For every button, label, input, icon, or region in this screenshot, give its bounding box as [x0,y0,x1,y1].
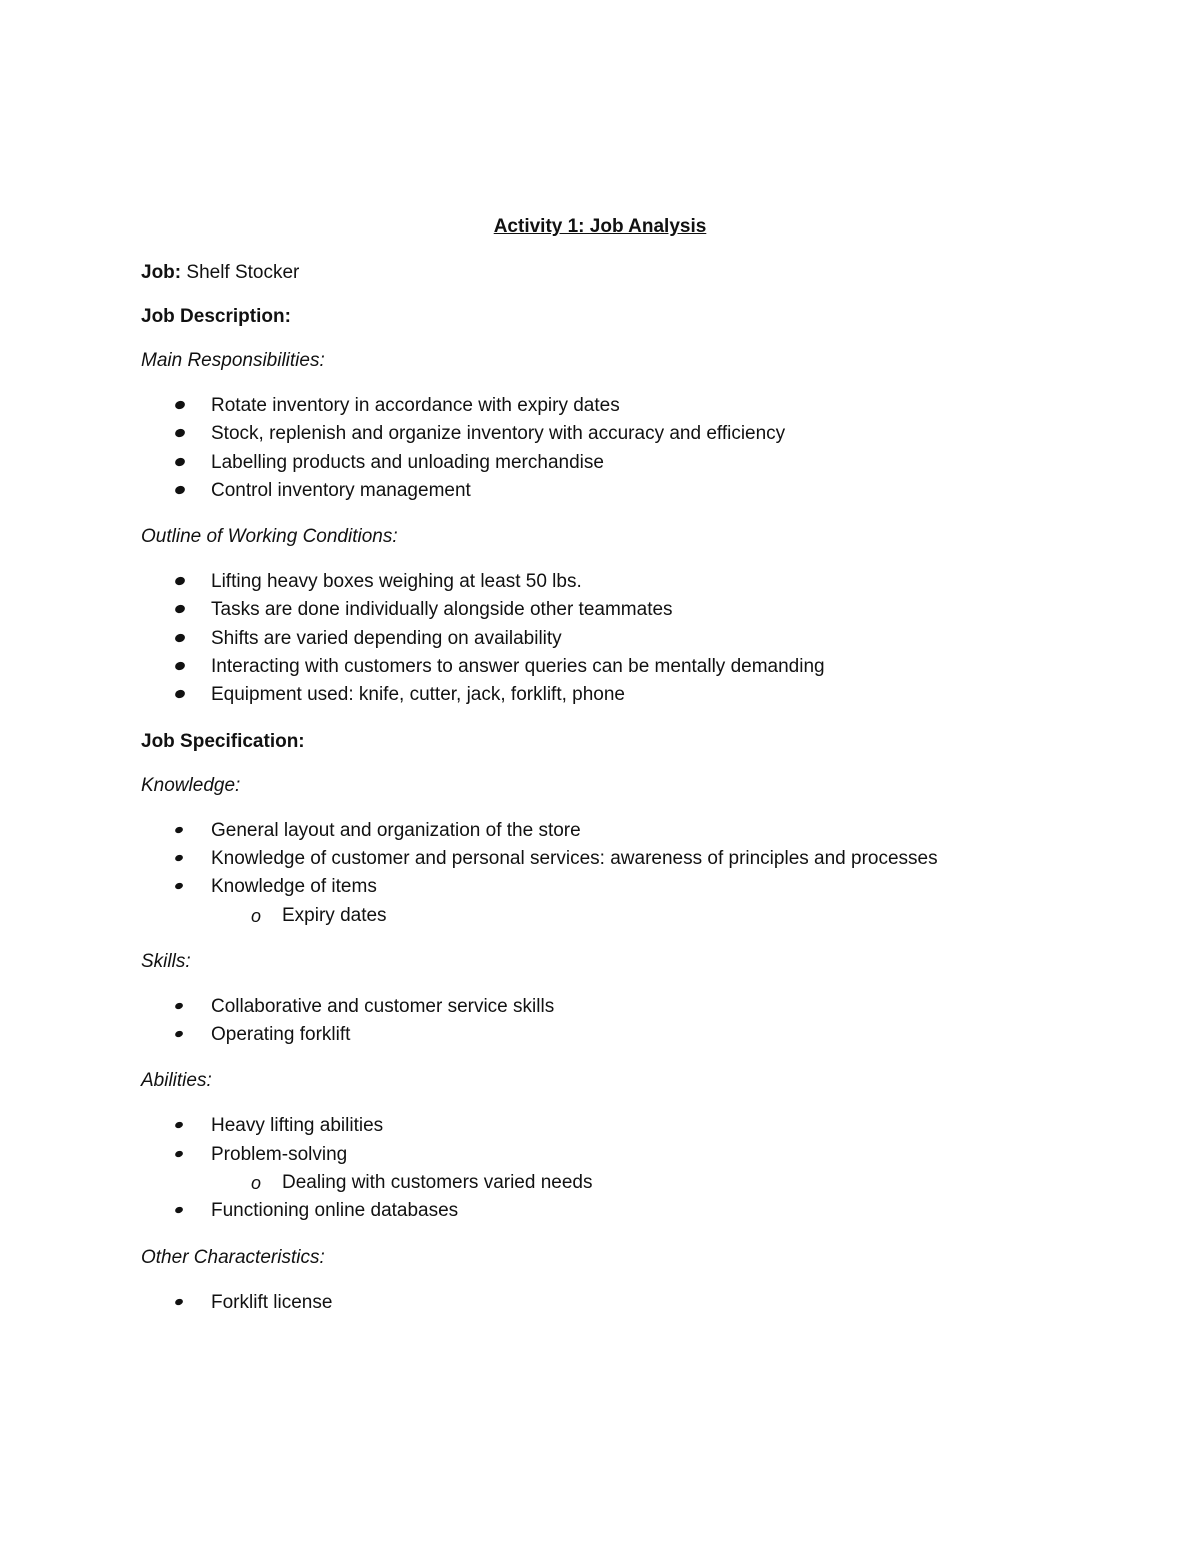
bullet-icon [174,1150,184,1158]
list-item: Collaborative and customer service skills [141,993,1081,1021]
bullet-icon [174,456,186,467]
working-conditions-list [141,568,1081,709]
bullet-icon [174,661,186,672]
main-responsibilities-list [141,392,1081,505]
sub-bullet-icon: o [251,1173,262,1194]
list-item: Functioning online databases [141,1197,1081,1225]
bullet-icon [174,400,186,411]
list-item: Operating forklift [141,1021,1081,1049]
list-item: Tasks are done individually alongside other teammates [141,596,1081,624]
main-responsibilities-heading: Main Responsibilities: [141,350,325,371]
sub-bullet-icon: o [251,905,262,926]
list-item: Lifting heavy boxes weighing at least 50 lbs. [141,568,1081,596]
list-item: Knowledge of items [141,873,1081,901]
bullet-icon [174,825,184,833]
list-item: Stock, replenish and organize inventory with accuracy and efficiency [141,420,1081,448]
other-characteristics-heading: Other Characteristics: [141,1246,325,1268]
list-item: Forklift license [141,1289,1081,1317]
job-description-heading: Job Description: [141,306,291,327]
list-item: Rotate inventory in accordance with expiry dates [141,392,1081,420]
list-item: General layout and organization of the store [141,817,1081,845]
bullet-icon [174,1121,184,1129]
list-item: Problem-solving [141,1141,1081,1169]
knowledge-heading: Knowledge: [141,774,241,796]
list-item: Control inventory management [141,477,1081,505]
list-item: Interacting with customers to answer queries can be mentally demanding [141,653,1081,681]
job-specification-heading: Job Specification: [141,730,305,752]
job-value: Shelf Stocker [186,262,300,283]
sub-list-item: o Expiry dates [141,902,1081,930]
bullet-icon [174,484,186,495]
list-item: Shifts are varied depending on availability [141,625,1081,653]
list-item: Labelling products and unloading merchandise [141,449,1081,477]
working-conditions-heading: Outline of Working Conditions: [141,526,398,548]
skills-heading: Skills: [141,950,191,972]
abilities-list [141,1112,1081,1225]
bullet-icon [174,1030,184,1038]
document-title: Activity 1: Job Analysis [493,216,707,237]
document-page [141,214,1081,1336]
bullet-icon [174,1002,184,1010]
bullet-icon [174,428,186,439]
job-label: Job: [141,262,182,283]
bullet-icon [174,854,184,862]
bullet-icon [174,632,186,643]
job-line [141,260,1081,285]
bullet-icon [174,604,186,615]
knowledge-list [141,817,1081,930]
bullet-icon [174,689,186,700]
list-item: Equipment used: knife, cutter, jack, forklift, phone [141,681,1081,709]
other-characteristics-list [141,1289,1081,1317]
bullet-icon [174,1297,184,1305]
sub-list-item: o Dealing with customers varied needs [141,1169,1081,1197]
abilities-heading: Abilities: [141,1070,212,1092]
bullet-icon [174,576,186,587]
list-item: Heavy lifting abilities [141,1112,1081,1140]
skills-list [141,993,1081,1050]
list-item: Knowledge of customer and personal services: awareness of principles and processes [141,845,1081,873]
bullet-icon [174,882,184,890]
bullet-icon [174,1206,184,1214]
